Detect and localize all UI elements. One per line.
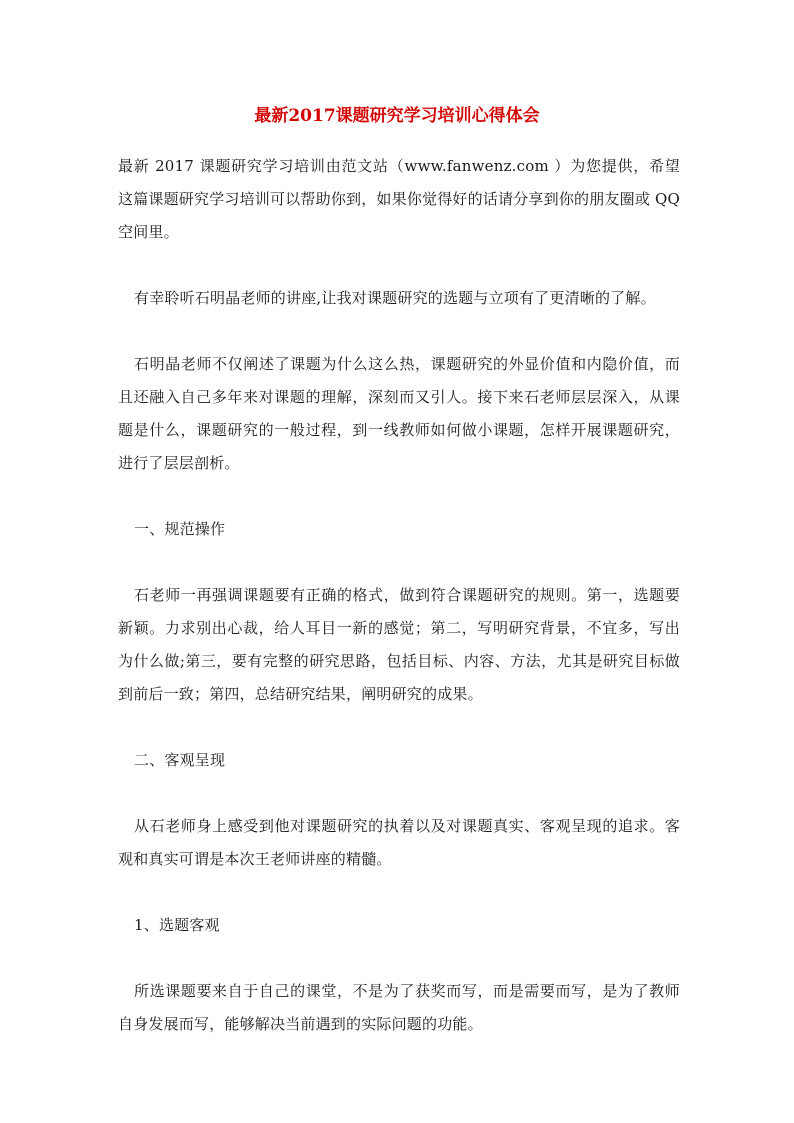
body-paragraph: 石老师一再强调课题要有正确的格式，做到符合课题研究的规则。第一，选题要新颖。力求别出心裁，给人耳目一新的感觉；第二，写明研究背景，不宜多，写出为什么做;第三，要有完整的研究思路，包括目标、内容、方法，尤其是研究目标做到前后一致；第四，总结研究结果，阐明研究的成果。 xyxy=(118,586,680,703)
body-paragraph: 从石老师身上感受到他对课题研究的执着以及对课题真实、客观呈现的追求。客观和真实可谓是本次王老师讲座的精髓。 xyxy=(118,817,680,868)
body-paragraph: 有幸聆听石明晶老师的讲座,让我对课题研究的选题与立项有了更清晰的了解。 xyxy=(134,289,656,307)
section-heading: 二、客观呈现 xyxy=(134,751,226,769)
section-heading: 一、规范操作 xyxy=(134,520,226,538)
page-title: 最新2017课题研究学习培训心得体会 xyxy=(254,106,540,126)
body-paragraph: 石明晶老师不仅阐述了课题为什么这么热，课题研究的外显价值和内隐价值，而且还融入自己多年来对课题的理解，深刻而又引人。接下来石老师层层深入，从课题是什么，课题研究的一般过程，到一线教师如何做小课题，怎样开展课题研究，进行了层层剖析。 xyxy=(118,355,680,472)
document-body xyxy=(118,150,680,1074)
subsection-heading: 1、选题客观 xyxy=(134,916,220,934)
body-paragraph: 所选课题要来自于自己的课堂，不是为了获奖而写，而是需要而写，是为了教师自身发展而写，能够解决当前遇到的实际问题的功能。 xyxy=(118,982,680,1033)
intro-paragraph: 最新 2017 课题研究学习培训由范文站（www.fanwenz.com ）为您提供，希望这篇课题研究学习培训可以帮助你到，如果你觉得好的话请分享到你的朋友圈或 QQ 空间里。 xyxy=(118,157,680,241)
